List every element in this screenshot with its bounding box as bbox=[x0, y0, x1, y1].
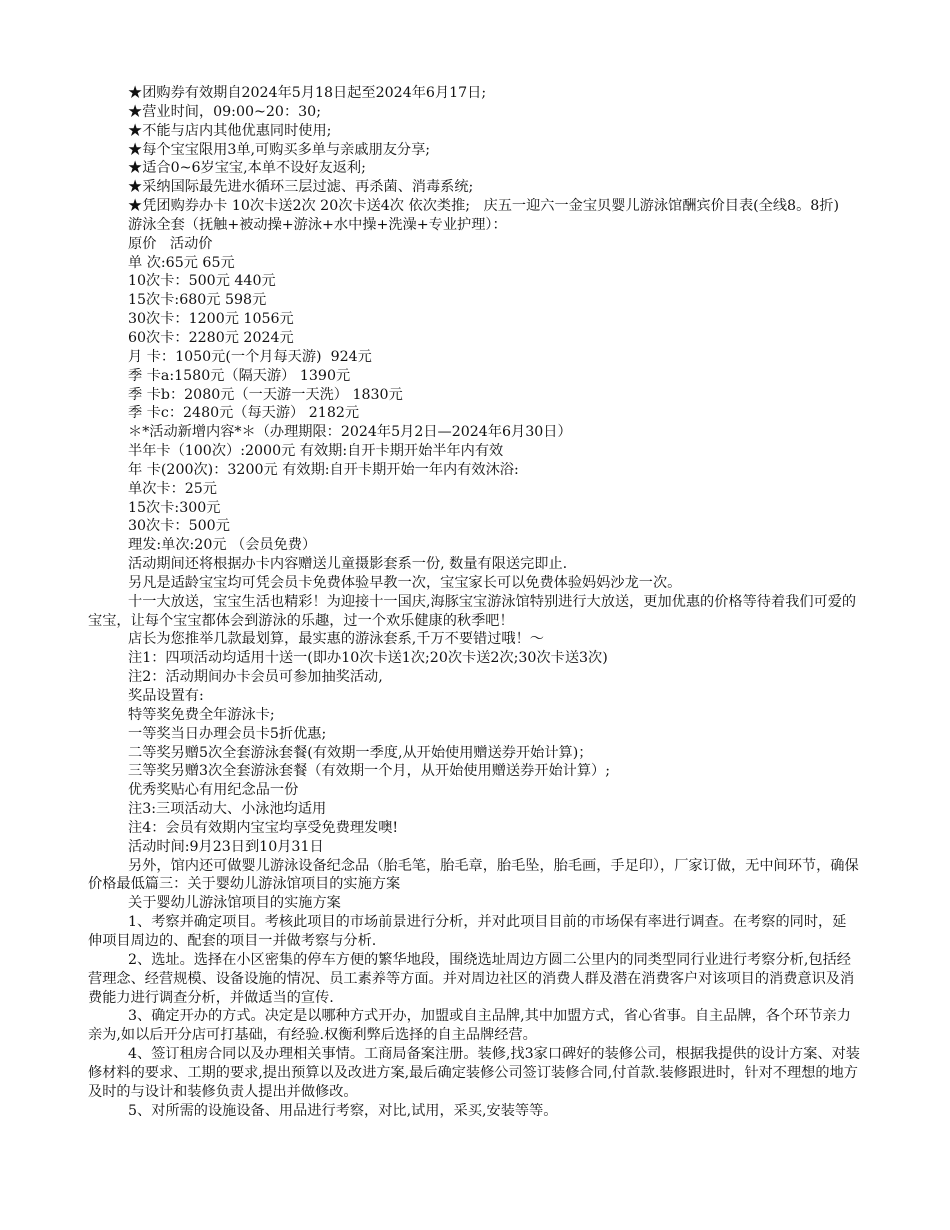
text-line: 优秀奖贴心有用纪念品一份 bbox=[128, 782, 299, 799]
text-line: 十一大放送，宝宝生活也精彩！为迎接十一国庆,海豚宝宝游泳馆特别进行大放送，更加优惠的价格等待着我们可爱的宝宝，让每个宝宝都体会到游泳的乐趣，过一个欢乐健康的秋季吧！ bbox=[88, 593, 857, 629]
text-line: 5、对所需的设施设备、用品进行考察，对比,试用，采买,安装等等。 bbox=[128, 1102, 558, 1119]
text-line: 奖品设置有: bbox=[128, 688, 204, 704]
text-line: 单次卡：25元 bbox=[128, 480, 217, 497]
text-line: 15次卡:680元 598元 bbox=[128, 292, 267, 309]
text-line: 3、确定开办的方式。决定是以哪种方式开办，加盟或自主品牌,其中加盟方式，省心省事。自主品牌，各个环节亲力亲为,如以后开分店可打基础，有经验.权衡利弊后选择的自主品牌经营。 bbox=[88, 1008, 851, 1044]
text-line: 原价 活动价 bbox=[128, 235, 213, 252]
text-line: 注4：会员有效期内宝宝均享受免费理发噢! bbox=[128, 819, 399, 836]
text-line: ＊*活动新增内容*＊（办理期限：2024年5月2日—2024年6月30日） bbox=[128, 424, 572, 441]
text-line: 活动时间:9月23日到10月31日 bbox=[128, 838, 324, 855]
text-line: 30次卡：500元 bbox=[128, 518, 230, 535]
text-line: 游泳全套（抚触+被动操+游泳+水中操+洗澡+专业护理）： bbox=[128, 216, 507, 233]
text-line: 半年卡（100次）:2000元 有效期:自开卡期开始半年内有效 bbox=[128, 443, 504, 460]
text-line: ★不能与店内其他优惠同时使用; bbox=[128, 122, 332, 139]
text-line: ★采纳国际最先进水循环三层过滤、再杀菌、消毒系统; bbox=[128, 179, 474, 196]
text-line: ★团购券有效期自2024年5月18日起至2024年6月17日; bbox=[128, 85, 487, 101]
text-line: 活动期间还将根据办卡内容赠送儿童摄影套系一份, 数量有限送完即止. bbox=[128, 556, 568, 573]
document-body bbox=[88, 84, 860, 1120]
text-line: ★适合0~6岁宝宝,本单不设好友返利; bbox=[128, 160, 366, 177]
text-line: 一等奖当日办理会员卡5折优惠; bbox=[128, 725, 327, 742]
text-line: 关于婴幼儿游泳馆项目的实施方案 bbox=[128, 895, 341, 912]
text-line: 年 卡(200次)：3200元 有效期:自开卡期开始一年内有效沐浴: bbox=[128, 461, 519, 478]
text-line: 季 卡a:1580元（隔天游） 1390元 bbox=[128, 367, 351, 384]
text-line: 另凡是适龄宝宝均可凭会员卡免费体验早教一次，宝宝家长可以免费体验妈妈沙龙一次。 bbox=[128, 574, 682, 591]
text-line: 15次卡:300元 bbox=[128, 499, 221, 516]
text-line: 注3:三项活动大、小泳池均适用 bbox=[128, 801, 327, 818]
text-line: 季 卡c：2480元（每天游） 2182元 bbox=[128, 405, 360, 422]
text-line: 理发:单次:20元 （会员免费） bbox=[128, 537, 317, 554]
text-line: ★每个宝宝限用3单,可购买多单与亲戚朋友分享; bbox=[128, 141, 431, 158]
text-line: 三等奖另赠3次全套游泳套餐（有效期一个月，从开始使用赠送券开始计算）; bbox=[128, 763, 610, 780]
text-line: ★营业时间，09:00~20：30; bbox=[128, 103, 321, 120]
text-line: ★凭团购券办卡 10次卡送2次 20次卡送4次 依次类推; 庆五一迎六一金宝贝婴儿游泳馆酬宾价目表(全线8。8折) bbox=[128, 198, 839, 215]
text-line: 二等奖另赠5次全套游泳套餐(有效期一季度,从开始使用赠送券开始计算)； bbox=[128, 744, 593, 761]
text-line: 4、签订租房合同以及办理相关事情。工商局备案注册。装修,找3家口碑好的装修公司，根据我提供的设计方案、对装修材料的要求、工期的要求,提出预算以及改进方案,最后确定装修公司签订装修合同,付首款.装修跟进时，针对不理想的地方及时的与设计和装修负责人提出并做修改。 bbox=[88, 1046, 860, 1100]
text-line: 注1：四项活动均适用十送一(即办10次卡送1次;20次卡送2次;30次卡送3次) bbox=[128, 650, 608, 667]
text-line: 店长为您推举几款最划算，最实惠的游泳套系,千万不要错过哦！～ bbox=[128, 631, 544, 648]
text-line: 2、选址。选择在小区密集的停车方便的繁华地段，围绕选址周边方圆二公里内的同类型同行业进行考察分析,包括经营理念、经营规模、设备设施的情况、员工素养等方面。并对周边社区的消费人群及潜在消费客户对该项目的消费意识及消费能力进行调查分析，并做适当的宣传. bbox=[88, 951, 855, 1006]
text-line: 60次卡：2280元 2024元 bbox=[128, 329, 294, 346]
text-line: 注2：活动期间办卡会员可参加抽奖活动, bbox=[128, 669, 383, 686]
text-line: 10次卡：500元 440元 bbox=[128, 273, 276, 290]
text-line: 另外，馆内还可做婴儿游泳设备纪念品（胎毛笔，胎毛章，胎毛坠，胎毛画，手足印），厂家订做，无中间环节，确保价格最低篇三：关于婴幼儿游泳馆项目的实施方案 bbox=[88, 857, 859, 893]
text-line: 1、考察并确定项目。考核此项目的市场前景进行分析，并对此项目目前的市场保有率进行调查。在考察的同时，延伸项目周边的、配套的项目一并做考察与分析. bbox=[88, 914, 847, 949]
text-line: 30次卡：1200元 1056元 bbox=[128, 311, 294, 328]
text-line: 季 卡b：2080元（一天游一天洗） 1830元 bbox=[128, 386, 403, 403]
text-line: 月 卡：1050元(一个月每天游) 924元 bbox=[128, 348, 372, 365]
text-line: 特等奖免费全年游泳卡; bbox=[128, 706, 275, 723]
text-line: 单 次:65元 65元 bbox=[128, 254, 235, 271]
